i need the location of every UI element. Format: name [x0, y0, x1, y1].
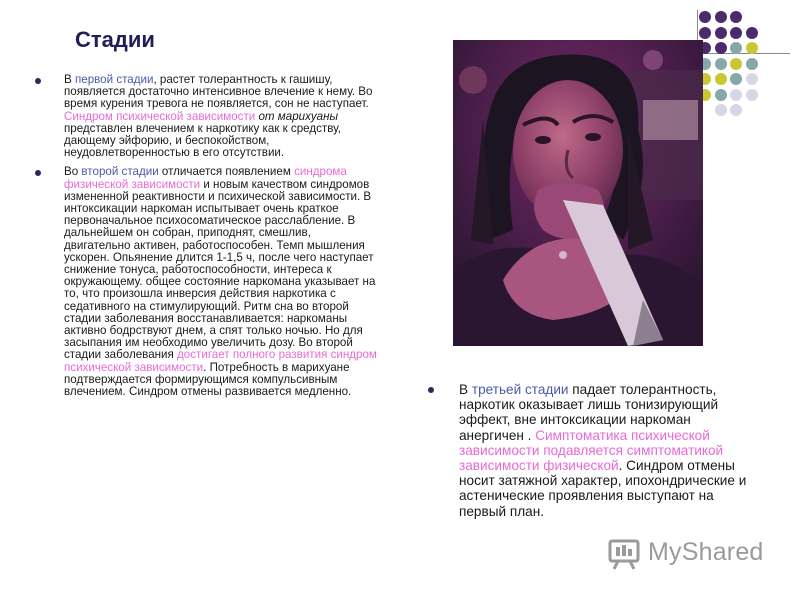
- decorative-dot: [746, 42, 758, 54]
- decorative-dot: [746, 89, 758, 101]
- decorative-dot: [730, 73, 742, 85]
- decorative-dot: [715, 27, 727, 39]
- decorative-dot: [715, 58, 727, 70]
- bullet-text: представлен влечением к наркотику как к средству, дающему эйфорию, и беспокойством, неудовлетворенностью в его отсутствии.: [64, 121, 341, 160]
- decorative-dot: [730, 27, 742, 39]
- bullet-dot-icon: [35, 170, 41, 176]
- bullet-highlight-text: достигает полного развития синдром психической зависимости: [64, 348, 377, 374]
- bullet-highlight-text: синдрома физической зависимости: [64, 165, 347, 191]
- bullet-text: Во: [64, 165, 82, 179]
- decorative-dot: [746, 27, 758, 39]
- decorative-dot: [715, 42, 727, 54]
- bullet-item: [428, 382, 758, 519]
- bullet-text: . Синдром отмены носит затяжной характер, ипохондрические и астенические проявления выступают на первый план.: [459, 458, 747, 519]
- bullet-text: . Потребность в марихуане подтверждается формирующимся компульсивным влечением. Синдром отмены развивается медленно.: [64, 360, 352, 399]
- bullet-highlight-text: первой стадии: [74, 73, 154, 86]
- bullet-text: отличается появлением: [158, 165, 295, 179]
- bullet-text: В: [459, 382, 472, 397]
- slide-title: Стадии: [75, 27, 155, 52]
- right-bullet-list: [428, 382, 758, 519]
- bullet-text: , растет толерантность к гашишу, появляется достаточно интенсивное влечение к нему. Во время курения тревога не появляется, сон не наступает.: [64, 73, 373, 111]
- decorative-dot: [746, 73, 758, 85]
- decorative-dot: [699, 11, 711, 23]
- bullet-highlight-text: от марихуаны: [255, 109, 339, 123]
- person-smoking-photo-icon: [453, 40, 703, 346]
- decorative-dot: [699, 27, 711, 39]
- bullet-text: и новым качеством синдромов измененной реактивности и психической зависимости. В интоксикации наркоман испытывает очень краткое первоначальное психосоматическое расслабление. В дальнейшем он собран, приподнят, смешлив, двигательно активен, работоспособен. Темп мышления ускорен. Опьянение длится 1-1,5 ч, после чего наступает снижение тонуса, работоспособности, интереса к окружающему. общее состояние наркомана указывает на то, что произошла инверсия действия наркотика с седативного на стимулирующий. Ритм сна во второй стадии заболевания восстанавливается: наркоманы активно бодрствуют днем, а спят только ночью. Но для засыпания им необходимо увеличить дозу. Во второй стадии заболевания: [64, 177, 376, 362]
- presentation-board-icon: [608, 538, 642, 570]
- decorative-dot: [730, 89, 742, 101]
- bullet-item: [33, 166, 378, 398]
- decorative-dot: [715, 11, 727, 23]
- decorative-dot: [715, 104, 727, 116]
- decorative-dot: [715, 89, 727, 101]
- bullet-dot-icon: [428, 387, 434, 393]
- logo-text: MyShared: [648, 538, 764, 566]
- bullet-highlight-text: Синдром психической зависимости: [64, 109, 256, 123]
- decorative-dot: [730, 58, 742, 70]
- decorative-dot: [715, 73, 727, 85]
- bullet-text: падает толерантность, наркотик оказывает лишь тонизирующий эффект, вне интоксикации наркоман анергичен .: [459, 382, 719, 443]
- decorative-dot: [746, 58, 758, 70]
- photo: [453, 40, 703, 346]
- bullet-highlight-text: второй стадии: [81, 165, 159, 179]
- bullet-highlight-text: Симптоматика психической зависимости подавляется симптоматикой зависимости физической: [459, 427, 724, 474]
- decorative-dot: [730, 42, 742, 54]
- bullet-highlight-text: третьей стадии: [471, 382, 569, 397]
- decorative-dot: [730, 11, 742, 23]
- bullet-dot-icon: [35, 78, 41, 84]
- left-bullet-list: [33, 74, 378, 405]
- bullet-item: [33, 74, 378, 159]
- decorative-dot: [730, 104, 742, 116]
- bullet-text: В: [64, 73, 75, 86]
